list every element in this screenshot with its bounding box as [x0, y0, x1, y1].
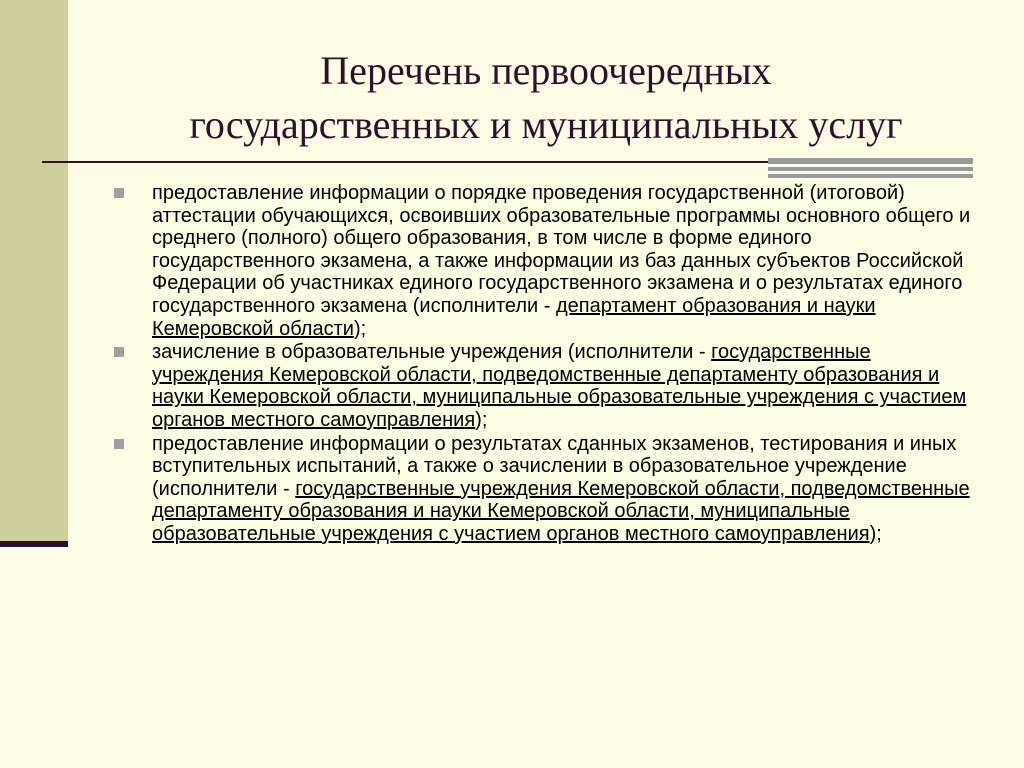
bullet-square-icon: [114, 188, 124, 198]
item-text: зачисление в образовательные учреждения (исполнители -: [152, 341, 712, 364]
left-decor-bar: [0, 0, 68, 541]
executor-link[interactable]: департамент образования и науки Кемеровской области: [152, 294, 876, 340]
slide-title: [68, 44, 1024, 152]
list-item: [110, 433, 975, 546]
decor-stripes: [768, 158, 973, 180]
left-decor-line: [0, 541, 68, 547]
title-line-2: государственных и муниципальных услуг: [189, 102, 903, 147]
decor-stripe: [768, 167, 973, 171]
list-item: [110, 341, 975, 431]
decor-stripe: [768, 158, 973, 164]
list-item: [110, 182, 975, 340]
decor-stripe: [768, 174, 973, 178]
executor-link[interactable]: государственные учреждения Кемеровской области, подведомственные департаменту образования и науки Кемеровской области, муниципальные образовательные учреждения с участием органов местного самоуправления: [152, 341, 967, 431]
item-suffix: );: [353, 317, 367, 340]
executor-link[interactable]: государственные учреждения Кемеровской области, подведомственные департаменту образования и науки Кемеровской области, муниципальные образовательные учреждения с участием органов местного самоуправления: [152, 477, 970, 545]
title-line-1: Перечень первоочередных: [320, 48, 772, 93]
item-suffix: );: [475, 408, 488, 431]
title-divider: [42, 161, 772, 163]
bullet-square-icon: [114, 439, 124, 449]
item-text: предоставление информации о порядке проведения государственной (итоговой) аттестации обучающихся, освоивших образовательные программы основного общего и среднего (полного) общего образования, в том числе в форме единого государственного экзамена, а также информации из баз данных субъектов Российской Федерации об участниках единого государственного экзамена и о результатах единого государственного экзамена (исполнители -: [152, 182, 971, 317]
bullet-list: [110, 182, 975, 547]
bullet-square-icon: [114, 347, 124, 357]
item-suffix: );: [869, 522, 882, 545]
item-text: предоставление информации о результатах сданных экзаменов, тестирования и иных вступительных испытаний, а также о зачислении в образовательное учреждение (исполнители -: [152, 432, 957, 500]
